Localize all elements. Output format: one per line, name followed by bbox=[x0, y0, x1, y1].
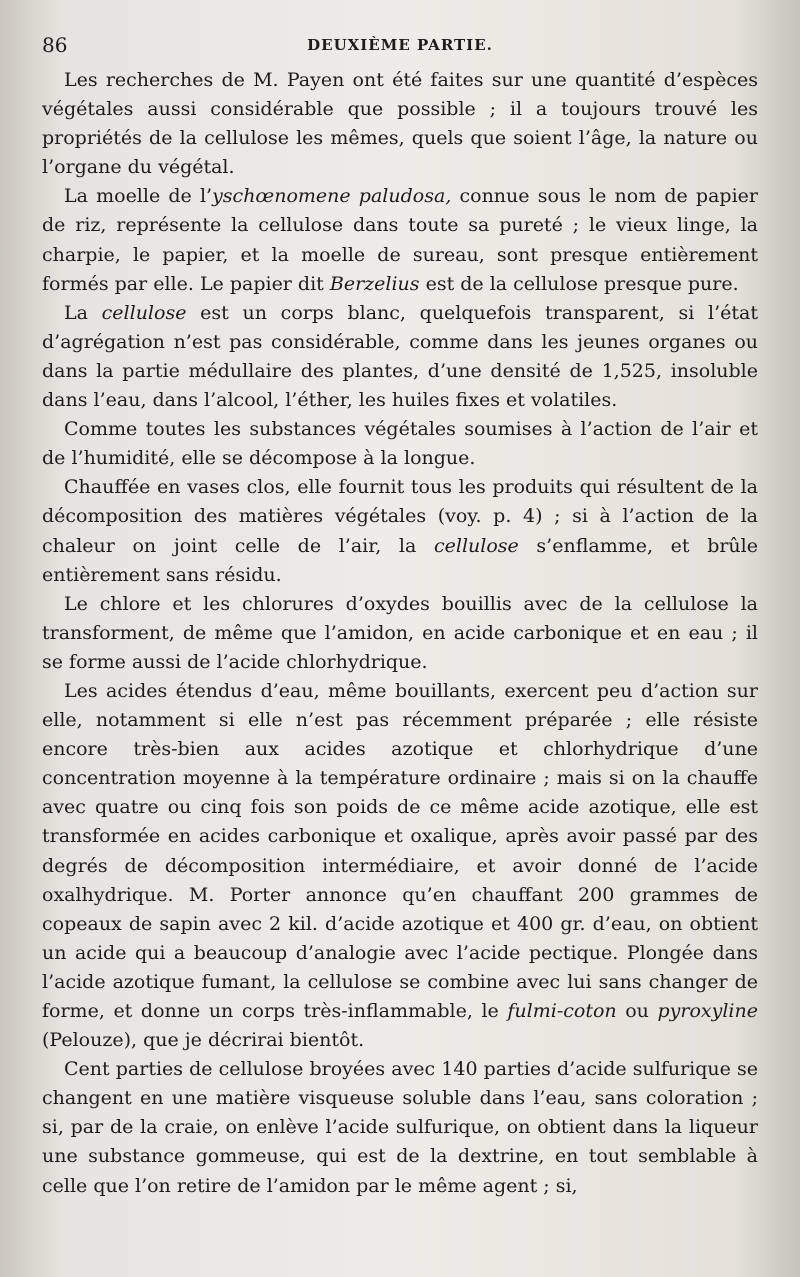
paragraph: La moelle de l’yschœnomene paludosa, connue sous le nom de papier de riz, représente la cellulose dans toute sa pureté ; le vieux linge, la charpie, le papier, et la moelle de sureau, sont presque entièrement formés par elle. Le papier dit Berzelius est de la cellulose presque pure. bbox=[42, 185, 758, 295]
running-head: DEUXIÈME PARTIE. bbox=[307, 36, 493, 54]
paragraph: Cent parties de cellulose broyées avec 140 parties d’acide sulfurique se changent en une matière visqueuse soluble dans l’eau, sans coloration ; si, par de la craie, on enlève l’acide sulfurique, on obtient dans la liqueur une substance gommeuse, qui est de la dextrine, en tout semblable à celle que l’on retire de l’amidon par le même agent ; si, bbox=[42, 1058, 758, 1197]
page-number: 86 bbox=[42, 33, 68, 57]
paragraph: Les recherches de M. Payen ont été faites sur une quantité d’espèces végétales aussi considérable que possible ; il a toujours trouvé les propriétés de la cellulose les mêmes, quels que soient l’âge, la nature ou l’organe du végétal. bbox=[42, 69, 758, 179]
page-header bbox=[42, 30, 758, 60]
paragraph: Le chlore et les chlorures d’oxydes bouillis avec de la cellulose la transforment, de même que l’amidon, en acide carbonique et en eau ; il se forme aussi de l’acide chlorhydrique. bbox=[42, 592, 758, 673]
paragraph: Chauffée en vases clos, elle fournit tous les produits qui résultent de la décomposition des matières végétales (voy. p. 4) ; si à l’action de la chaleur on joint celle de l’air, la cellulose s’enflamme, et brûle entièrement sans résidu. bbox=[42, 476, 758, 586]
paragraph: La cellulose est un corps blanc, quelquefois transparent, si l’état d’agrégation n’est pas considérable, comme dans les jeunes organes ou dans la partie médullaire des plantes, d’une densité de 1,525, insoluble dans l’eau, dans l’alcool, l’éther, les huiles fixes et volatiles. bbox=[42, 301, 758, 412]
page-body bbox=[42, 66, 758, 1201]
italic-term: fulmi-coton bbox=[507, 1000, 617, 1022]
paragraph: Les acides étendus d’eau, même bouillants, exercent peu d’action sur elle, notamment si elle n’est pas récemment préparée ; elle résiste encore très-bien aux acides azotique et chlorhydrique d’une concentration moyenne à la température ordinaire ; mais si on la chauffe avec quatre ou cinq fois son poids de ce même acide azotique, elle est transformée en acides carbonique et oxalique, après avoir passé par des degrés de décomposition intermédiaire, et avoir donné de l’acide oxalhydrique. M. Porter annonce qu’en chauffant 200 grammes de copeaux de sapin avec 2 kil. d’acide azotique et 400 gr. d’eau, on obtient un acide qui a beaucoup d’analogie avec l’acide pectique. Plongée dans l’acide azotique fumant, la cellulose se combine avec lui sans changer de forme, et donne un corps très-inflammable, le fulmi-coton ou pyroxyline (Pelouze), que je décrirai bientôt. bbox=[42, 679, 758, 1052]
italic-term: cellulose bbox=[433, 534, 519, 557]
paragraph: Comme toutes les substances végétales soumises à l’action de l’air et de l’humidité, elle se décompose à la longue. bbox=[42, 418, 758, 470]
italic-term: yschœnomene paludosa, bbox=[212, 185, 452, 208]
italic-term: cellulose bbox=[101, 301, 187, 324]
italic-term: Berzelius bbox=[329, 272, 420, 295]
italic-term: pyroxyline bbox=[657, 1000, 758, 1022]
